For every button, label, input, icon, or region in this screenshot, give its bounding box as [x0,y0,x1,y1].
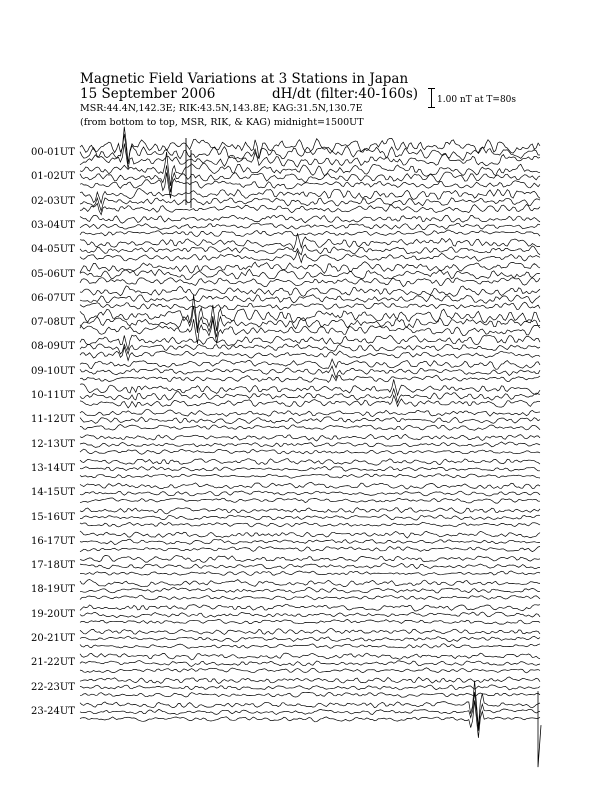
trace-rik [80,223,540,230]
hour-label: 07-08UT [31,317,75,329]
trace-kag [80,302,540,310]
trace-rik [80,306,540,337]
trace-msr [80,233,540,249]
trace-rik [80,442,540,448]
hour-label: 17-18UT [31,560,75,572]
hour-label: 19-20UT [31,608,75,620]
trace-kag [80,449,540,454]
hour-label: 14-15UT [31,487,75,499]
hour-label: 05-06UT [31,268,75,280]
trace-kag [80,347,540,361]
hour-label: 08-09UT [31,341,75,353]
trace-rik [80,417,540,424]
trace-kag [80,571,540,575]
trace-kag [80,474,540,478]
trace-rik [80,295,540,304]
trace-kag [80,319,540,344]
hour-label: 18-19UT [31,584,75,596]
hour-label: 00-01UT [31,147,75,158]
trace-rik [80,685,540,690]
hour-label: 15-16UT [31,511,75,523]
hour-label: 16-17UT [31,535,75,547]
chart-date: 15 September 2006 [80,86,216,102]
trace-msr [80,508,540,514]
trace-kag [80,498,540,503]
trace-msr [80,295,540,331]
trace-kag [80,546,540,551]
chart-title: Magnetic Field Variations at 3 Stations in Japan [80,71,409,87]
trace-kag [80,692,540,697]
hour-label: 04-05UT [31,244,75,256]
quantity-label: dH/dt (filter:40-160s) [272,86,419,102]
trace-kag [80,278,540,287]
trace-rik [80,636,540,642]
station-coordinates: MSR:44.4N,142.3E; RIK:43.5N,143.8E; KAG:31.5N,130.7E [80,103,363,114]
trace-msr [80,556,540,563]
trace-kag [80,203,540,214]
trace-kag [80,395,540,408]
trace-msr [80,604,540,611]
trace-rik [80,466,540,471]
trace-rik [80,491,540,496]
trace-rik [80,563,540,569]
hour-label: 21-22UT [31,657,75,669]
trace-msr [80,434,540,441]
trace-kag [80,230,540,236]
trace-msr [80,459,540,465]
trace-rik [80,245,540,255]
hour-label: 06-07UT [31,292,75,304]
hour-label: 10-11UT [31,390,75,401]
hour-label: 09-10UT [31,365,75,377]
trace-rik [80,269,540,279]
trace-msr [80,653,540,660]
station-order-note: (from bottom to top, MSR, RIK, & KAG) midnight=1500UT [80,117,364,128]
trace-msr [80,531,540,538]
trace-kag [80,144,540,169]
trace-rik [80,661,540,667]
trace-rik [80,539,540,544]
trace-msr [80,262,540,274]
trace-kag [80,700,540,737]
trace-msr [80,127,540,163]
trace-kag [80,375,540,383]
hour-label: 23-24UT [31,705,75,717]
hour-label: 02-03UT [31,195,75,207]
trace-msr [80,359,540,369]
trace-kag [80,619,540,624]
amplitude-scale-label: 1.00 nT at T=80s [437,95,517,105]
trace-rik [80,389,540,403]
trace-kag [80,522,540,527]
hour-label: 22-23UT [31,681,75,693]
trace-msr [80,677,540,684]
trace-rik [80,515,540,520]
trace-msr [80,409,540,416]
trace-kag [80,251,540,262]
trace-spike [538,691,541,767]
trace-kag [80,425,540,431]
hour-label: 11-12UT [31,414,75,426]
hour-label: 20-21UT [31,633,75,644]
trace-msr [80,286,540,297]
hour-label: 03-04UT [31,219,75,231]
trace-kag [80,595,540,600]
trace-msr [80,629,540,635]
trace-kag [80,644,540,649]
hour-label: 12-13UT [31,438,75,450]
trace-msr [80,482,540,489]
trace-rik [80,587,540,593]
trace-msr [80,580,540,587]
trace-rik [80,366,540,378]
trace-rik [80,612,540,618]
hour-label: 01-02UT [31,171,75,183]
hour-label: 13-14UT [31,462,75,474]
trace-rik [80,344,540,354]
trace-msr [80,215,540,223]
trace-kag [80,668,540,673]
